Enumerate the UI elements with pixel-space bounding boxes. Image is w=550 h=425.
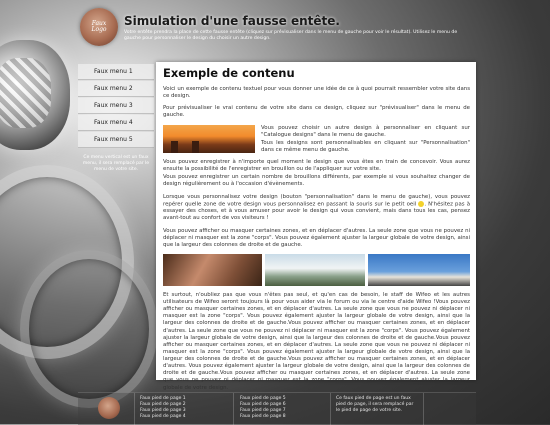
footer-link[interactable]: Faux pied de page 3 (140, 408, 186, 414)
footer-column-1 (140, 396, 186, 420)
page-title: Exemple de contenu (163, 66, 295, 80)
photo-snow-landscape (265, 254, 364, 286)
paragraph-7-end: . N'hésitez pas à essayer des choses, et à vous amuser pour avoir le design qui vous convient, mais dans tous les cas, pensez avant-tout au confort de vos visiteurs ! (163, 201, 470, 222)
footer-link[interactable]: Faux pied de page 4 (140, 414, 186, 420)
footer-divider (423, 393, 424, 425)
sidebar-menu (78, 64, 154, 179)
content-paragraph-5: Vous pouvez enregistrer à n'importe quel moment le design que vous êtes en train de concevoir. Vous aurez ensuite la possibilité de l'enregistrer en brouillon ou de l'appliquer sur votre site. (163, 159, 470, 173)
site-subtitle: Votre entête prendra la place de cette fausse entête (cliquez sur prévisualiser dans le menu de gauche pour voir le résultat). Utilisez le menu de gauche pour personnaliser le design du choisir un autre design. (124, 30, 458, 41)
footer-link[interactable]: Faux pied de page 8 (240, 414, 286, 420)
content-paragraph-7 (163, 194, 470, 223)
site-footer (78, 392, 476, 425)
footer-divider (134, 393, 135, 425)
logo-text: Faux Logo (91, 20, 107, 33)
content-paragraph-8: Vous pouvez afficher ou masquer certaines zones, et en déplacer d'autres. La seule zone que vous ne pouvez ni déplacer ni masquer est la zone "corps". Vous pouvez également ajuster la largeur globale de votre design, ainsi que la largeur des colonnes de droite et de gauche. (163, 227, 470, 248)
footer-logo[interactable] (98, 397, 120, 419)
sidebar-item-4[interactable]: Faux menu 4 (78, 115, 154, 131)
site-header (78, 6, 478, 48)
photo-strip (163, 254, 470, 286)
photo-hands (163, 254, 262, 286)
main-content (156, 62, 476, 391)
ring-gem-decoration (0, 40, 70, 150)
content-paragraph-2: Pour prévisualiser le vrai contenu de votre site dans ce design, cliquez sur "prévisualiser" dans le menu de gauche. (163, 105, 470, 119)
footer-link[interactable]: Faux pied de page 6 (240, 402, 286, 408)
footer-column-2 (240, 396, 286, 420)
paragraph-7-start: Lorsque vous personnalisez votre design (bouton "personnalisation" dans le menu de gauche), vous pouvez repérer quelle zone de votre design vous personnalisez en passant la souris sur le petit oeil (163, 193, 470, 208)
content-paragraph-4: Tous les designs sont personnalisables en cliquant sur "Personnalisation" dans ce même menu de gauche. (261, 139, 470, 153)
content-paragraph-6: Vous pouvez enregistrer un certain nombre de brouillons différents, par exemple si vous souhaitez changer de design régulièrement ou à l'occasion d'évènements. (163, 174, 470, 188)
content-paragraph-3: Vous pouvez choisir un autre design à personnaliser en cliquant sur "Catalogue designs" dans le menu de gauche. (261, 124, 470, 138)
content-paragraph-1: Voici un exemple de contenu textuel pour vous donner une idée de ce à quoi pourrait ressembler votre site dans ce design. (163, 86, 470, 100)
desert-image (163, 125, 255, 153)
site-logo[interactable] (80, 8, 118, 46)
footer-divider (330, 393, 331, 425)
sidebar-item-3[interactable]: Faux menu 3 (78, 98, 154, 114)
footer-note: Ce faux pied de page est un faux pied de page, il sera remplacé par le pied de page de votre site. (336, 396, 414, 414)
sidebar-item-2[interactable]: Faux menu 2 (78, 81, 154, 97)
site-title: Simulation d'une fausse entête. (124, 14, 340, 28)
footer-link[interactable]: Faux pied de page 2 (140, 402, 186, 408)
footer-link[interactable]: Faux pied de page 1 (140, 396, 186, 401)
footer-divider (233, 393, 234, 425)
footer-link[interactable]: Faux pied de page 7 (240, 408, 286, 414)
content-paragraph-9: Et surtout, n'oubliez pas que vous n'êtes pas seul, et qu'en cas de besoin, le staff de Wifeo et les autres utilisateurs de Wifeo seront toujours là pour vous aider via le forum ou via le centre d'aide Wifeo !Vous pouvez afficher ou masquer certaines zones, et en déplacer d'autres. La seule zone que vous ne pouvez ni déplacer ni masquer est la zone "corps". Vous pouvez également ajuster la largeur globale de votre design, ainsi que la largeur des colonnes de droite et de gauche.Vous pouvez afficher ou masquer certaines zones, et en déplacer d'autres. La seule zone que vous ne pouvez ni déplacer ni masquer est la zone "corps". Vous pouvez également ajuster la largeur globale de votre design, ainsi que la largeur des colonnes de droite et de gauche.Vous pouvez afficher ou masquer certaines zones, et en déplacer d'autres. La seule zone que vous ne pouvez ni déplacer ni masquer est la zone "corps". Vous pouvez également ajuster la largeur globale de votre design, ainsi que la largeur des colonnes de droite et de gauche.Vous pouvez afficher ou masquer certaines zones, et en déplacer d'autres. Vous pouvez également ajuster la largeur globale de votre design, ainsi que la largeur des colonnes de droite et de gauche.Vous pouvez afficher ou masquer certaines zones, et en déplacer d'autres. La seule zone que vous ne pouvez ni déplacer ni masquer est la zone "corps". Vous pouvez également ajuster la largeur globale de votre design. (163, 291, 470, 391)
photo-beach (368, 254, 470, 286)
sidebar-item-1[interactable]: Faux menu 1 (78, 64, 154, 80)
ring-band-decoration-2 (20, 250, 158, 408)
sidebar-note: Ce menu vertical est un faux menu, il sera remplacé par le menu de votre site. (82, 155, 150, 172)
sidebar-item-5[interactable]: Faux menu 5 (78, 132, 154, 148)
footer-link[interactable]: Faux pied de page 5 (240, 396, 286, 401)
